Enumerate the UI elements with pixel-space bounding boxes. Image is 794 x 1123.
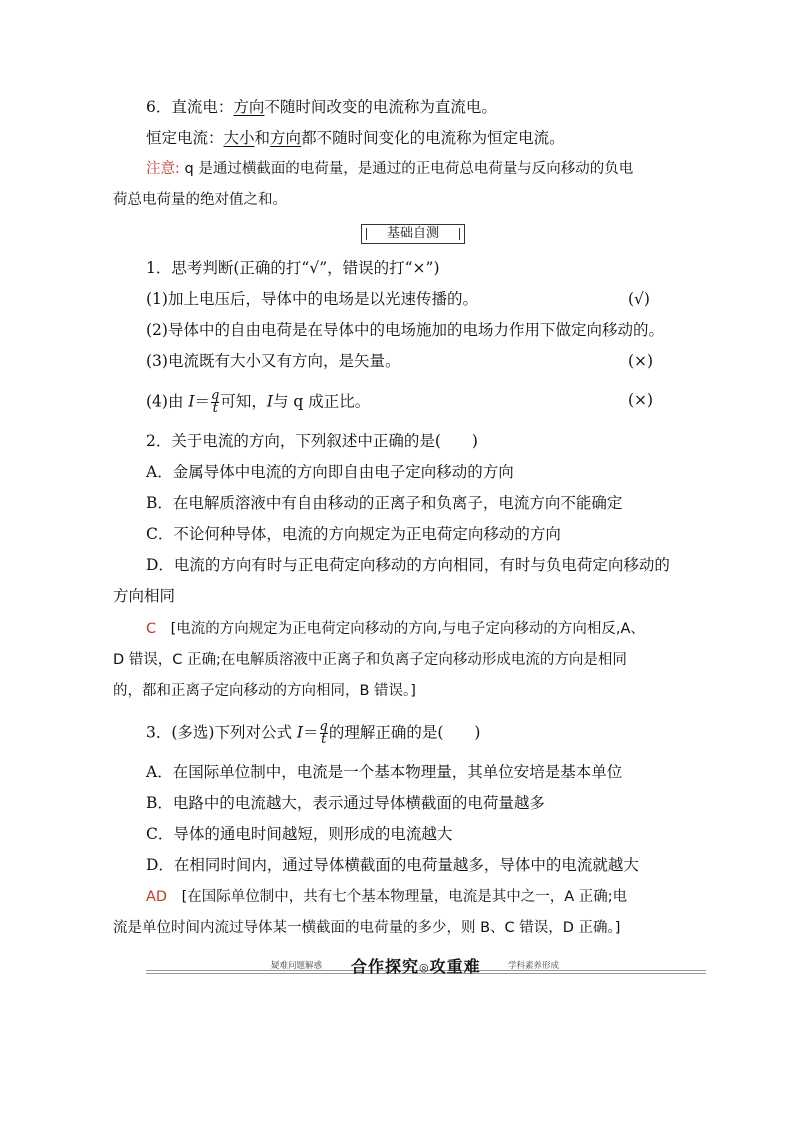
q2-answer-line2: D 错误，C 正确;在电解质溶液中正离子和负离子定向移动形成电流的方向是相同 — [113, 652, 627, 668]
q1-item-1-mark: (√) — [628, 290, 650, 308]
sec6-line2 — [146, 128, 565, 148]
q2-answer-line3: 的，都和正离子定向移动的方向相同，B 错误。] — [113, 683, 416, 699]
sec6-line2-mid: 和 — [254, 129, 271, 147]
q3-option-b: B．电路中的电流越大，表示通过导体横截面的电荷量越多 — [146, 794, 545, 812]
footer-title-part1: 合作探究 — [351, 957, 420, 976]
q3-stem — [146, 721, 480, 746]
sec6-line2-post: 都不随时间变化的电流称为恒定电流。 — [301, 129, 565, 147]
note-text1: q 是通过横截面的电荷量，是通过的正电荷总电荷量与反向移动的负电 — [179, 161, 634, 177]
q3-stem-post: 的理解正确的是( ) — [328, 723, 481, 742]
section-footer-banner — [146, 951, 706, 977]
q1-item-4 — [146, 390, 370, 415]
note-label: 注意: — [146, 161, 180, 177]
q1-item-1 — [146, 289, 478, 309]
q1-stem: 1．思考判断(正确的打“√”，错误的打“×”) — [146, 259, 440, 277]
footer-right-text: 学科素养形成 — [508, 961, 560, 971]
q2-answer-letter: C — [146, 621, 157, 637]
sec6-line2-underline1: 大小 — [223, 129, 255, 147]
formula-fraction — [211, 390, 219, 415]
q2-stem: 2．关于电流的方向，下列叙述中正确的是( ) — [146, 432, 478, 450]
q1-item-4-mark: (×) — [628, 391, 654, 409]
sec6-note-line1 — [146, 159, 633, 179]
q3-formula-eq: ＝ — [303, 723, 319, 742]
q2-option-a: A．金属导体中电流的方向即自由电子定向移动的方向 — [146, 463, 514, 481]
q3-answer-letter: AD — [146, 889, 168, 905]
q1-item-4-pre: (4)由 — [146, 392, 189, 411]
q1-item-2-text: (2)导体中的自由电荷是在导体中的电场施加的电场力作用下做定向移动的。 — [146, 321, 664, 339]
note-text2: 荷总电荷量的绝对值之和。 — [113, 192, 287, 208]
q2-answer-text1: [电流的方向规定为正电荷定向移动的方向,与电子定向移动的方向相反,A、 — [156, 621, 645, 637]
sec6-line1 — [146, 97, 497, 117]
q3-fraction-denominator: t — [321, 732, 327, 747]
q2-option-d-cont: 方向相同 — [113, 587, 176, 605]
footer-left-text: 疑难问题解惑 — [271, 961, 323, 971]
footer-dot-icon: ◎ — [419, 961, 430, 974]
q3-answer-line2: 流是单位时间内流过导体某一横截面的电荷量的多少，则 B、C 错误，D 正确。] — [113, 920, 621, 936]
q1-item-4-post: 可知， — [220, 392, 267, 411]
q3-option-c: C．导体的通电时间越短，则形成的电流越大 — [146, 825, 453, 843]
sec6-note-line2 — [113, 190, 287, 210]
q2-answer-line1 — [146, 619, 645, 639]
sec6-line1-post: 不随时间改变的电流称为直流电。 — [264, 98, 497, 116]
q3-formula-fraction — [320, 721, 328, 746]
sec6-line1-underline: 方向 — [233, 98, 265, 116]
formula-eq: ＝ — [194, 392, 211, 411]
q1-item-2 — [146, 320, 664, 340]
q3-fraction-numerator: q — [319, 719, 328, 734]
q3-option-a: A．在国际单位制中，电流是一个基本物理量，其单位安培是基本单位 — [146, 763, 623, 781]
footer-title — [351, 954, 481, 977]
q2-option-d: D．电流的方向有时与正电荷定向移动的方向相同，有时与负电荷定向移动的 — [146, 556, 670, 574]
sec6-line1-pre: 6．直流电： — [146, 98, 234, 116]
q3-stem-pre: 3．(多选)下列对公式 — [146, 723, 297, 742]
q1-item-3 — [146, 351, 400, 371]
fraction-numerator: q — [211, 388, 220, 403]
q3-formula-var-i: I — [296, 723, 304, 742]
q2-option-b: B．在电解质溶液中有自由移动的正离子和负离子，电流方向不能确定 — [146, 494, 623, 512]
fraction-denominator: t — [212, 401, 218, 416]
q1-item-1-text: (1)加上电压后，导体中的电场是以光速传播的。 — [146, 290, 478, 308]
footer-title-part2: 攻重难 — [429, 957, 481, 976]
formula-var-i2: I — [266, 392, 273, 411]
q2-option-c: C．不论何种导体，电流的方向规定为正电荷定向移动的方向 — [146, 525, 561, 543]
q1-item-3-text: (3)电流既有大小又有方向，是矢量。 — [146, 352, 401, 370]
sec6-line2-pre: 恒定电流： — [146, 129, 224, 147]
q1-item-4-post2: 与 q 成正比。 — [273, 392, 371, 411]
q3-answer-text1: [在国际单位制中，共有七个基本物理量，电流是其中之一，A 正确;电 — [167, 889, 628, 905]
q3-option-d: D．在相同时间内，通过导体横截面的电荷量越多，导体中的电流就越大 — [146, 856, 639, 874]
formula-var-i: I — [188, 392, 195, 411]
sec6-line2-underline2: 方向 — [270, 129, 302, 147]
q3-answer-line1 — [146, 887, 627, 907]
section-badge: 基础自测 — [361, 224, 465, 244]
q1-item-3-mark: (×) — [628, 352, 654, 370]
